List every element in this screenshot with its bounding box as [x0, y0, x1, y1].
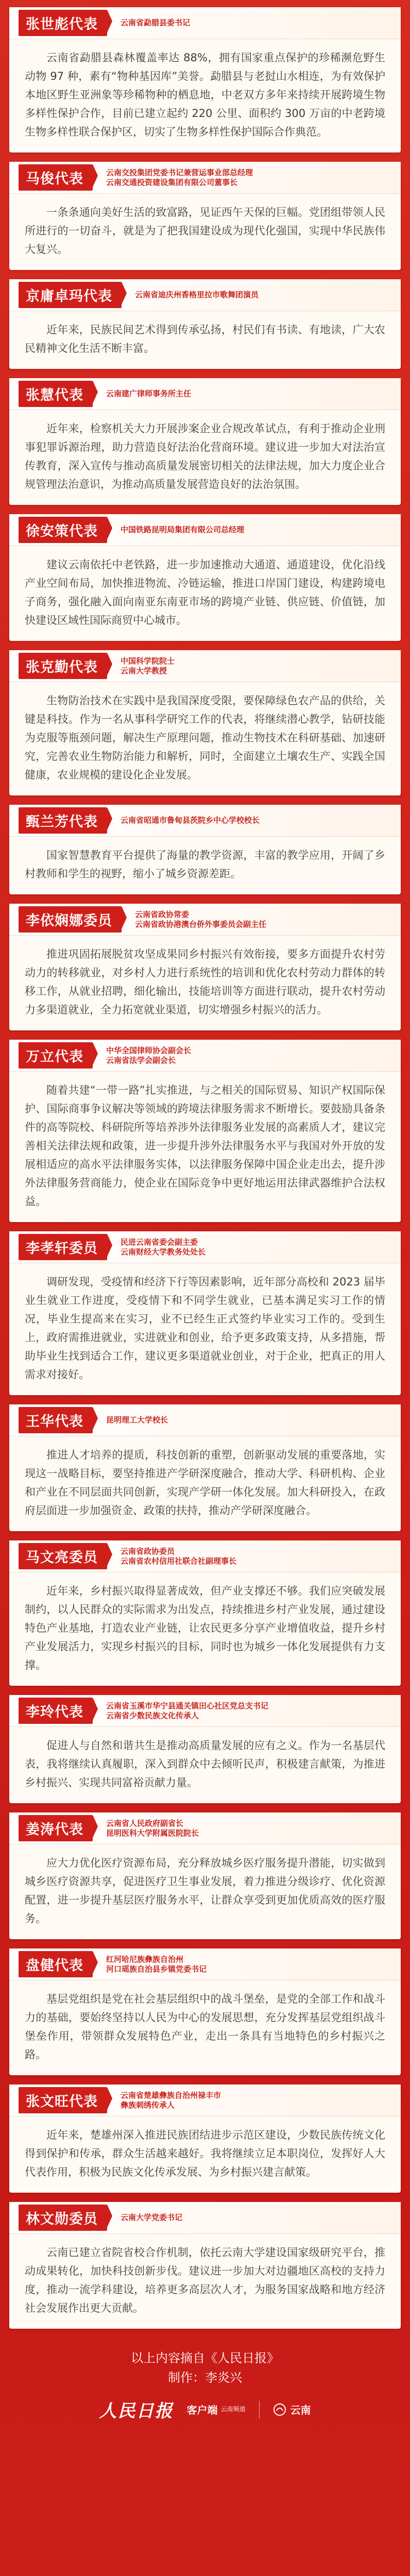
representative-title: 中华全国律师协会副会长 云南省法学会副会长: [106, 1045, 192, 1065]
representative-card: [9, 514, 401, 641]
representative-quote: 云南省勐腊县森林覆盖率达 88%，拥有国家重点保护的珍稀濒危野生动物 97 种，素有“物种基因库”美誉。勐腊县与老挝山水相连，为有效保护本地区野生亚洲象等珍稀物种的栖息地，中老双方多年来持续开展跨境生物多样性保护合作，目前已建立起约 220 公里、面积约 300 万亩的中老跨境生物多样性联合保护区，切实了生物多样性保护国际合作典范。: [25, 52, 385, 138]
representative-name: 姜涛代表: [19, 1815, 93, 1841]
author-credit: 制作：李炎兴: [168, 2370, 242, 2385]
card-header: [9, 279, 401, 311]
representative-name: 王华代表: [19, 1407, 93, 1433]
representative-title: 云南省勐腊县委书记: [121, 18, 191, 27]
representative-card: [9, 279, 401, 369]
representative-card: [9, 1695, 401, 1803]
representative-card: [9, 7, 401, 152]
representative-quote: 云南已建立省院省校合作机制，依托云南大学建设国家级研究平台，推动成果转化，加快科技创新步伐。建议进一步加大对边疆地区高校的支持力度，推动一流学科建设，培养更多高层次人才，为服务国家战略和地方经济社会发展作出更大贡献。: [25, 2246, 385, 2314]
representative-title: 昆明理工大学校长: [106, 1415, 168, 1425]
representative-card: [9, 904, 401, 1030]
representative-card: [9, 2202, 401, 2329]
yunnan-icon: [273, 2403, 286, 2416]
people-daily-logo: [99, 2397, 173, 2422]
representative-title: 云南建广律师事务所主任: [106, 389, 192, 398]
representative-card: [9, 162, 401, 270]
representative-card: [9, 1040, 401, 1222]
representative-quote: 调研发现，受疫情和经济下行等因素影响，近年部分高校和 2023 届毕业生就业工作进度，受疫情下和不同学生就业，已基本满足实习工作的情况，毕业生提高来在实习，业不已经生正式签约毕业实习工作的。受到生上，政府需推进就业，实进就业和创业，给予更多政策支持，从多措施，帮助毕业生找到适合工作，建议更多渠道就业创业，对于企业，把真正的用人需求对接好。: [25, 1276, 385, 1381]
representative-card: [9, 378, 401, 505]
representative-name: 张文旺代表: [19, 2087, 107, 2113]
representative-quote: 基层党组织是党在社会基层组织中的战斗堡垒，是党的全部工作和战斗力的基础，要始终坚持以人民为中心的发展思想，充分发挥基层党组织战斗堡垒作用，带领群众发展特色产业，走出一条具有当地特色的乡村振兴之路。: [25, 1993, 385, 2061]
representative-quote: 随着共建“一带一路”扎实推进，与之相关的国际贸易、知识产权国际保护、国际商事争议解决等领域的跨境法律服务需求不断增长。要鼓励具备条件的高等院校、科研院所等培养涉外法律服务业发展的高素质人才，建议完善相关法律法规和政策，进一步提升涉外法律服务水平与我国对外开放的发展相适应的高水平法律服务实体，以法律服务保障中国企业走出去，提升涉外法律服务营商能力，使企业在国际竞争中更好地运用法律武器维护合法权益。: [25, 1084, 385, 1208]
representative-name: 甄兰芳代表: [19, 807, 107, 834]
representative-title: 云南省政协常委 云南省政协港澳台侨外事委员会副主任: [135, 909, 267, 929]
client-logo: [186, 2402, 245, 2417]
representative-title: 云南省玉溪市华宁县通关镇田心社区党总支书记 云南省少数民族文化传承人: [106, 1701, 269, 1720]
representative-quote: 一条条通向美好生活的致富路，见证西午天保的巨幅。党团组带领人民所进行的一切奋斗，就是为了把我国建设成为现代化强国，实现中华民族伟大复兴。: [25, 206, 385, 256]
representative-title: 云南省人民政府副省长 昆明医科大学附属医院院长: [106, 1818, 199, 1838]
representative-card: [9, 1540, 401, 1686]
representative-card: [9, 1948, 401, 2075]
yunnan-logo: [273, 2402, 311, 2417]
card-header: [9, 650, 401, 682]
representative-name: 张慧代表: [19, 381, 93, 407]
card-header: [9, 1231, 401, 1263]
source-note: 以上内容摘自《人民日报》: [131, 2351, 279, 2365]
card-header: [9, 378, 401, 410]
representative-quote: 国家智慧教育平台提供了海量的教学资源，丰富的教学应用，开阔了乡村教师和学生的视野，缩小了城乡资源差距。: [25, 849, 385, 880]
representative-title: 红河哈尼族彝族自治州 河口瑶族自治县乡镇党委书记: [106, 1954, 207, 1974]
representative-name: 李依娴娜委员: [19, 906, 122, 933]
representative-quote: 近年来，楚雄州深入推进民族团结进步示范区建设，少数民族传统文化得到保护和传承，群众生活越来越好。我将继续立足本职岗位，发挥好人大代表作用，积极为民族文化传承发展、为乡村振兴建言献策。: [25, 2129, 385, 2178]
card-header: [9, 1812, 401, 1844]
representative-name: 徐安策代表: [19, 517, 107, 543]
card-header: [9, 1695, 401, 1727]
representative-name: 张世彪代表: [19, 10, 107, 36]
representative-card: [9, 805, 401, 894]
representative-name: 京庸卓玛代表: [19, 282, 122, 308]
representative-card: [9, 1404, 401, 1531]
representative-quote: 生物防治技术在实践中是我国深度受限，要保障绿色农产品的供给，关键是科技。作为一名从事科学研究工作的代表，将继续潜心教学，钻研技能为克服等瓶颈问题，解决生产原理问题，推动生物技术在科研基础、加速研究，完善农业生物防治能力和解析，同时，全面建立土壤农生产、实践全国健康，农业规模的建设化企业发展。: [25, 694, 385, 781]
representative-title: 民进云南省委会副主委 云南财经大学教务处处长: [121, 1237, 206, 1257]
representative-name: 马文亮委员: [19, 1543, 107, 1569]
representative-quote: 推进巩固拓展脱贫攻坚成果同乡村振兴有效衔接，要多方面提升农村劳动力的转移就业，对乡村人力进行系统性的培训和优化农村劳动力群体的转移工作，从就业招聘，细化输出，技能培训等方面进行联动，提升农村劳动力多渠道就业，全力拓宽就业渠道，切实增强乡村振兴的活力。: [25, 948, 385, 1016]
representative-card: [9, 650, 401, 795]
card-header: [9, 1040, 401, 1072]
representative-title: 云南省昭通市鲁甸县茨院乡中心学校校长: [121, 816, 260, 825]
card-header: [9, 514, 401, 546]
card-header: [9, 2202, 401, 2234]
logo-bar: [0, 2397, 410, 2422]
representative-name: 张克勤代表: [19, 653, 107, 679]
representative-quote: 建议云南依托中老铁路，进一步加速推动大通道、通道建设，优化沿线产业空间布局，加快推进物流、冷链运输，推进口岸国门建设，构建跨境电子商务，强化融入面向南亚东南亚市场的跨境产业链、供应链、价值链，加快建设区域性国际商贸中心城市。: [25, 558, 385, 626]
card-header: [9, 2084, 401, 2116]
representative-name: 马俊代表: [19, 164, 93, 191]
representative-title: 云南省政协委员 云南省农村信用社联合社副理事长: [121, 1546, 237, 1566]
representative-name: 李孝轩委员: [19, 1234, 107, 1260]
representative-name: 盘健代表: [19, 1951, 93, 1977]
representative-quote: 应大力优化医疗资源布局，充分释放城乡医疗服务提升潜能，切实做到城乡医疗资源共享，促进医疗卫生事业发展，着力推进分级诊疗、优化资源配置，进一步提升基层医疗服务水平，让群众享受到更加优质高效的医疗服务。: [25, 1857, 385, 1925]
client-logo-text: 客户端: [186, 2404, 218, 2416]
card-header: [9, 1540, 401, 1572]
card-header: [9, 162, 401, 194]
yunnan-logo-text: 云南: [290, 2404, 311, 2416]
card-header: [9, 7, 401, 39]
people-daily-logo-text: 人民日报: [99, 2401, 174, 2421]
representative-card: [9, 1231, 401, 1395]
representative-title: 云南大学党委书记: [121, 2213, 183, 2222]
card-header: [9, 805, 401, 837]
representative-name: 万立代表: [19, 1042, 93, 1069]
representative-quote: 近年来，民族民间艺术得到传承弘扬，村民们有书读、有地读，广大农民精神文化生活不断丰富。: [25, 324, 385, 354]
representative-title: 云南省楚雄彝族自治州禄丰市 彝族刺绣传承人: [121, 2090, 221, 2110]
card-header: [9, 1404, 401, 1436]
footer: [0, 2338, 410, 2422]
representative-card: [9, 2084, 401, 2193]
representative-name: 林文勋委员: [19, 2205, 107, 2231]
representative-quote: 促进人与自然和谐共生是推动高质量发展的应有之义。作为一名基层代表，我将继续认真履职，深入到群众中去倾听民声，积极建言献策，为推进乡村振兴、实现共同富裕贡献力量。: [25, 1739, 385, 1789]
representative-title: 云南省迪庆州香格里拉市歌舞团演员: [135, 290, 259, 299]
representative-title: 中国铁路昆明局集团有限公司总经理: [121, 525, 245, 534]
representative-quote: 近年来，乡村振兴取得显著成效，但产业支撑还不够。我们应突破发展制约，以人民群众的实际需求为出发点，持续推进乡村产业发展，通过建设特色产业基地，打造农业产业链，让农民更多分享产业增值收益，提升乡村产业发展活力，实现乡村振兴的目标，同时也为城乡一体化发展提供有力支撑。: [25, 1585, 385, 1671]
representative-title: 中国科学院院士 云南大学教授: [121, 656, 175, 675]
logo-divider: [259, 2401, 260, 2418]
representative-card: [9, 1812, 401, 1939]
representative-quote: 近年来，检察机关大力开展涉案企业合规改革试点，有利于推动企业刑事犯罪诉源治理，助力营造良好法治化营商环境。建议进一步加大对法治宣传教育，深入宣传与推动高质量发展密切相关的法律法规，加大力度企业合规管理法治意识，为推动高质量发展营造良好的法治氛围。: [25, 422, 385, 490]
representative-quote: 推进人才培养的提质，科技创新的重塑，创新驱动发展的重要落地，实现这一战略目标，要坚持推进产学研深度融合，推动大学、科研机构、企业和产业在不同层面共同创新，实现产学研一体化发展。加大科研投入，在政府层面进一步加强资金、政策的扶持，推动产学研深度融合。: [25, 1449, 385, 1517]
card-list: [0, 7, 410, 2329]
representative-name: 李玲代表: [19, 1698, 93, 1724]
card-header: [9, 904, 401, 936]
representative-title: 云南交投集团党委书记兼营运事业部总经理 云南交通投资建设集团有限公司董事长: [106, 167, 253, 187]
card-header: [9, 1948, 401, 1980]
client-logo-sub: 云南频道: [220, 2405, 246, 2413]
